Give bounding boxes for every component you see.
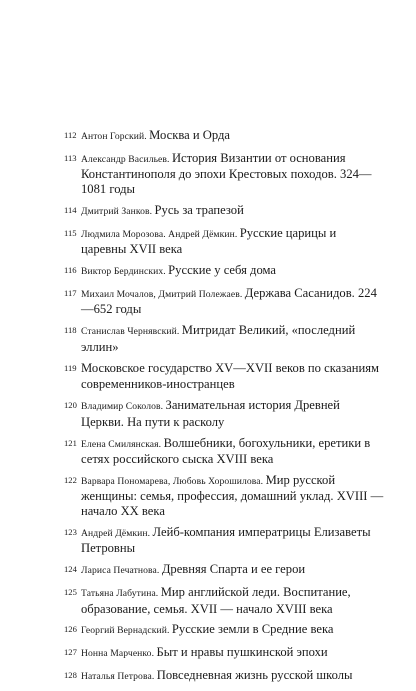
book-title: Лейб-компания императрицы Елизаветы Петровны: [81, 524, 371, 556]
book-entry: [64, 203, 384, 220]
book-entry: [64, 398, 384, 429]
book-entry: [64, 263, 384, 280]
book-description: [81, 473, 384, 519]
book-title: Митридат Великий, «последний эллин»: [81, 323, 356, 354]
book-author: Лариса Печатнова.: [81, 565, 160, 577]
book-title: Московское государство XV—XVII веков по сказаниям современников-иностранцев: [81, 360, 380, 392]
book-description: [81, 585, 384, 616]
book-title: Мир английской леди. Воспитание, образование, семья. XVII — начало XVIII века: [81, 585, 351, 616]
book-entry: [64, 645, 384, 662]
book-description: [81, 203, 384, 220]
book-title: История Византии от основания Константинополя до эпохи Крестовых походов. 324—1081 годы: [81, 150, 372, 196]
book-entry: [64, 668, 384, 685]
book-description: [81, 668, 384, 685]
book-author: Виктор Бердинских.: [81, 266, 166, 278]
book-title: Русские земли в Средние века: [171, 622, 334, 637]
book-entry: [64, 585, 384, 616]
book-title: Занимательная история Древней Церкви. На пути к расколу: [81, 398, 340, 429]
book-number: 126: [64, 624, 77, 635]
book-title: Русские царицы и царевны XVII века: [81, 225, 337, 257]
book-number: 120: [64, 400, 77, 411]
book-description: [81, 323, 384, 354]
book-author: Георгий Вернадский.: [81, 625, 170, 637]
book-author: Андрей Дёмкин.: [81, 527, 151, 539]
book-entry: [64, 525, 384, 556]
book-title: Волшебники, богохульники, еретики в сетях российского сыска XVIII века: [81, 435, 371, 467]
book-author: Наталья Петрова.: [81, 671, 155, 683]
book-title: Русь за трапезой: [154, 202, 244, 217]
book-entry: [64, 622, 384, 639]
book-entry: [64, 436, 384, 467]
book-number: 121: [64, 437, 77, 448]
book-entry: [64, 361, 384, 392]
book-title: Быт и нравы пушкинской эпохи: [156, 645, 328, 660]
book-title: Повседневная жизнь русской школы: [156, 668, 353, 683]
book-number: 128: [64, 670, 77, 681]
book-description: [81, 226, 384, 257]
book-author: Татьяна Лабутина.: [81, 588, 159, 600]
book-number: 117: [64, 287, 77, 298]
book-author: Елена Смилянская.: [81, 438, 162, 450]
book-number: 127: [64, 647, 77, 658]
book-number: 118: [64, 325, 77, 336]
book-description: [81, 562, 384, 579]
book-number: 116: [64, 265, 77, 276]
book-number: 125: [64, 587, 77, 598]
book-description: [81, 128, 384, 145]
book-author: Людмила Морозова. Андрей Дёмкин.: [81, 228, 238, 240]
book-number: 124: [64, 564, 77, 575]
book-number: 114: [64, 204, 77, 215]
book-title: Древняя Спарта и ее герои: [161, 562, 306, 577]
book-entry: [64, 128, 384, 145]
book-description: [81, 398, 384, 429]
book-title: Русские у себя дома: [168, 263, 276, 278]
book-author: Варвара Пономарева, Любовь Хорошилова.: [81, 475, 264, 487]
book-entry: [64, 323, 384, 354]
book-number: 112: [64, 130, 77, 140]
book-title: Держава Сасанидов. 224—652 годы: [81, 285, 377, 317]
book-number: 122: [64, 474, 77, 485]
book-entry: [64, 286, 384, 317]
book-title: Мир русской женщины: семья, профессия, домашний уклад. XVIII — начало XX века: [81, 472, 384, 518]
book-description: [81, 525, 384, 556]
book-entry: [64, 473, 384, 519]
book-description: [81, 361, 384, 392]
book-author: Михаил Мочалов, Дмитрий Полежаев.: [81, 288, 243, 300]
book-number: 123: [64, 526, 77, 537]
book-description: [81, 151, 384, 197]
book-author: Станислав Чернявский.: [81, 326, 180, 338]
book-description: [81, 622, 384, 639]
book-author: Владимир Соколов.: [81, 401, 164, 413]
book-title: Москва и Орда: [149, 128, 230, 142]
book-description: [81, 263, 384, 280]
book-number: 115: [64, 227, 77, 238]
book-number: 113: [64, 152, 77, 163]
book-author: Дмитрий Занков.: [81, 205, 153, 217]
book-entry: [64, 562, 384, 579]
book-author: Александр Васильев.: [81, 153, 170, 165]
book-description: [81, 436, 384, 467]
book-number: 119: [64, 362, 77, 373]
book-description: [81, 286, 384, 317]
book-author: Антон Горский.: [81, 131, 147, 142]
book-entry: [64, 151, 384, 197]
book-entry: [64, 226, 384, 257]
book-author: Нонна Марченко.: [81, 648, 155, 660]
book-description: [81, 645, 384, 662]
